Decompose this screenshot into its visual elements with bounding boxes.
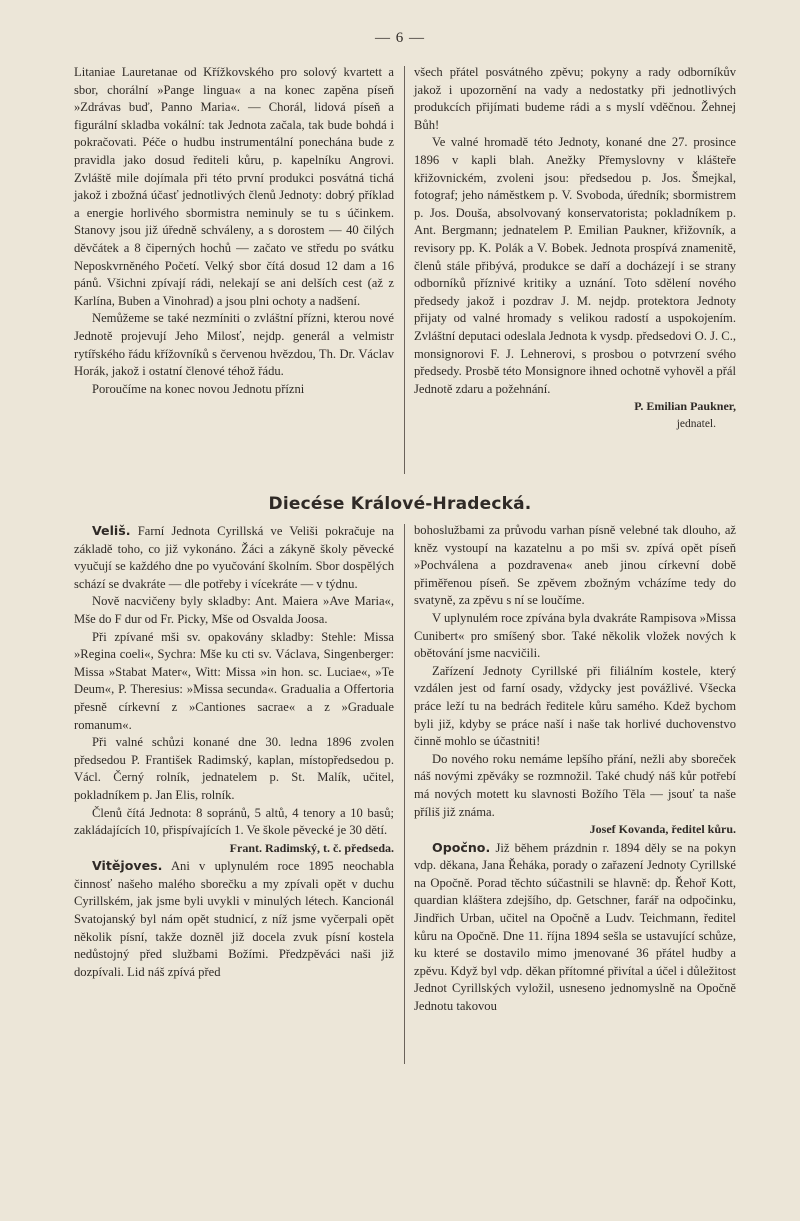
bottom-left-column <box>74 522 394 981</box>
paragraph <box>74 857 394 981</box>
paragraph-text: Již během prázdnin r. 1894 děly se na pokyn vdp. děkana, Jana Řeháka, porady o zařazení Jednoty Cyrillské na Opočně. Porad těchto súčastnili se hlavně: dp. Řehoř Kott, quardian kláštera zdejšího, dp. Getschner, farář na odpočinku, Jindřich Urban, učitel na Opočně a Ludv. Teichmann, ředitel kůru na Opočně. Dne 11. října 1894 sešla se ustavující schůze, ku které se dostavilo mimo jmenované 36 přátel hudby a zpěvu. Když byl vdp. děkan přítomné přivítal a účel i důležitost Jednot Cyrillských vyložil, usneseno jednomyslně na Opočně Jednotu takovou <box>414 840 736 1014</box>
signature: Josef Kovanda, ředitel kůru. <box>589 822 736 837</box>
bottom-right-column <box>414 522 736 1016</box>
paragraph: všech přátel posvátného zpěvu; pokyny a rady odborníkův jakož i upozornění na vady a nedostatky při jednotlivých produkcích přijímati budeme rádi a s myslí vděčnou. Žehnej Bůh! <box>414 65 736 132</box>
paragraph: Zařízení Jednoty Cyrillské při filiálním kostele, který vzdálen jest od farní osady, vždycky jest povážlivé. Všecka práce leží tu na bedrách ředitele kůru samého. Kdež bychom byli již, kdyby se práce naší i naše tak horlivé duchovenstvo činně mohlo se účastniti! <box>414 663 736 749</box>
paragraph: V uplynulém roce zpívána byla dvakráte Rampisova »Missa Cunibert« pro smíšený sbor. Také několik vložek nových k obětování jsme nacvičili. <box>414 610 736 661</box>
column-divider <box>404 524 405 1064</box>
paragraph: Do nového roku nemáme lepšího přání, nežli aby sboreček náš novými zpěváky se rozmnožil. Také chudý náš kůr potřebí má nových motett ku slavnosti Božího Těla — jsouť ta naše příliš již známa. <box>414 751 736 819</box>
section-title: Diecése Králové-Hradecká. <box>268 494 532 514</box>
paragraph: Nemůžeme se také nezmíniti o zvláštní přízni, kterou nové Jednotě projevují Jeho Milosť, nejdp. generál a velmistr rytířského řádu křížovníků s červenou hvězdou, Th. Dr. Václav Horák, jakož i ostatní členové téhož řádu. <box>74 311 394 379</box>
paragraph: Nově nacvičeny byly skladby: Ant. Maiera »Ave Maria«, Mše do F dur od Fr. Picky, Mše od Osvalda Joosa. <box>74 594 394 626</box>
signature-role: jednatel. <box>676 417 716 430</box>
signature: P. Emilian Paukner, <box>634 399 736 414</box>
paragraph: Poroučíme na konec novou Jednotu přízni <box>92 381 305 396</box>
paragraph: Členů čítá Jednota: 8 sopránů, 5 altů, 4 tenory a 10 basů; zakládajících 10, přispívajících 1. Ve škole pěvecké je 30 dětí. <box>74 805 394 838</box>
place-heading: Vitějoves. <box>92 858 163 874</box>
place-heading: Veliš. <box>92 523 131 538</box>
column-divider <box>404 66 405 474</box>
paragraph: Při zpívané mši sv. opakovány skladby: Stehle: Missa »Regina coeli«, Sychra: Mše ku cti sv. Václava, Singenberger: Missa »Stabat Mater«, Witt: Missa »in hon. sc. Luciae«, »Te Deum«, P. Theresius: »Missa secunda«. Gradualia a Offertoria přesně církevní z »Cantiones sacrae« a z »Graduale romanum«. <box>74 629 394 732</box>
paragraph: Ve valné hromadě této Jednoty, konané dne 27. prosince 1896 v kapli blah. Anežky Přemyslovny v klášteře křižovnickém, zvoleni jsou: předsedou p. Jos. Šmejkal, fotograf; jeho náměstkem p. V. Svoboda, úředník; sbormistrem p. Jos. Douša, absolvovaný konservatorista; pokladníkem p. Ant. Bergmann; jednatelem P. Emilian Paukner, křižovník, a revisory pp. K. Polák a V. Bobek. Jednota prospívá znamenitě, členů stále přibývá, produkce se daří a docházejí i se strany odborníků příznivé kritiky a uznání. Toto sdělení nového předsedy jakož i pozdrav J. M. nejdp. protektora Jednoty přijaty od valné hromady s velikou radostí a uspokojením. Zvláštní deputaci odeslala Jednota k vysdp. předsedovi O. J. C., monsignorovi F. J. Lehnerovi, s prosbou o potvrzení svého předsedy. Prosbě této Monsignore ihned ochotně vyhověl a přál Jednotě zdaru a požehnání. <box>414 135 736 396</box>
paragraph <box>414 839 736 1016</box>
paragraph: Litaniae Lauretanae od Křížkovského pro solový kvartett a sbor, chorální »Pange lingua« a na konec zapěna píseň »Zdrávas buď, Panno Maria«. — Chorál, lidová píseň a figurální skladba vokální: tak Jednota začala, tak bude bohdá i pokračovati. Péče o hudbu instrumentální ponechána bude z pravidla jako dosud řediteli kůru, p. kapelníku Angrovi. Zvláště mile dojímala při této první produkci posvátná tichá jakož i zbožná účasť jednotlivých členů Jednoty: dobrý příklad a energie horlivého sbormistra neminuly se tu s účinkem. Stanovy jsou již úředně schváleny, a s dorostem — 40 čilých děvčátek a 8 čiperných hochů — začato ve středu po svátku Neposkvrněného Početí. Velký sbor čítá dosud 12 dam a 16 pánů. Všichni zpívají rádi, nelekají se ani delších cest (až z Karlína, Buben a Vinohrad) a jsou plni ochoty a nadšení. <box>74 65 394 308</box>
page-number: — 6 — <box>375 30 425 46</box>
place-heading: Opočno. <box>432 839 491 855</box>
paragraph: Při valné schůzi konané dne 30. ledna 1896 zvolen předsedou P. František Radimský, kaplan, místopředsedou p. Václ. Černý rolník, jednatelem p. St. Malík, učitel, pokladníkem p. Jan Elis, rolník. <box>74 735 394 802</box>
paragraph: bohoslužbami za průvodu varhan písně velebné tak dlouho, až kněz vystoupí na kazatelnu a po mši sv. zpívá opět píseň »Pochválena a pozdravena« aneb jinou církevní době přiměřenou píseň. Se zpěvem zbožným vcházíme tedy do svatyně, za zpěvu s ní se loučíme. <box>414 523 736 608</box>
paragraph-text: Farní Jednota Cyrillská ve Veliši pokračuje na základě toho, co již vykonáno. Žáci a zákyně školy pěvecké vyučují se každého dne po vyučování školním. Sbor dospělých schází se dvakráte — dle potřeby i vícekráte — v týdnu. <box>74 524 394 591</box>
paragraph <box>74 522 394 593</box>
signature: Frant. Radimský, t. č. předseda. <box>229 840 394 855</box>
top-left-column <box>74 64 394 398</box>
top-right-column <box>414 64 736 433</box>
paragraph-text: Ani v uplynulém roce 1895 neochabla činnosť našeho malého sborečku a my zpívali opět v duchu Cyrillském, jak jsme byli uvykli v minulých létech. Kancionál Svatojanský byl nám opět studnicí, z níž jsme vyčerpali opět několik písní, takže dozněl již docela zvuk písní kostela nedůstojný před službami Božími. Předzpěváci naši již dozpívali. Lid náš zpívá před <box>74 859 394 979</box>
